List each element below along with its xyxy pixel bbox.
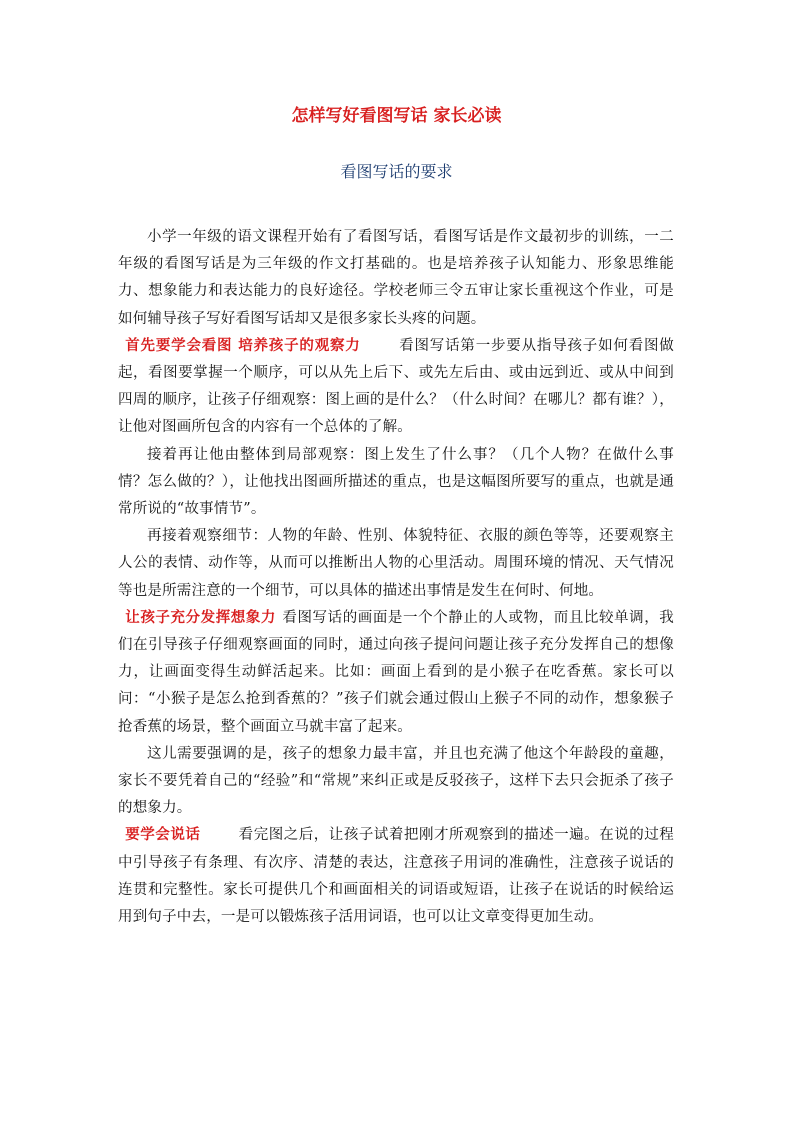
paragraph-imagination-note-text: 这儿需要强调的是，孩子的想象力最丰富，并且也充满了他这个年龄段的童趣，家长不要凭着自己的“经验”和“常规”来纠正或是反驳孩子，这样下去只会扼杀了孩子的想象力。 xyxy=(118,745,674,817)
paragraph-observation-text: 看图写话第一步要从指导孩子如何看图做起，看图要掌握一个顺序，可以从先上后下、或先左后由、或由远到近、或从中间到四周的顺序，让孩子仔细观察：图上画的是什么？（什么时间？在哪儿？都有谁？），让他对图画所包含的内容有一个总体的了解。 xyxy=(118,337,674,436)
paragraph-intro xyxy=(118,224,674,333)
paragraph-imagination-text: 看图写话的画面是一个个静止的人或物，而且比较单调，我们在引导孩子仔细观察画面的同时，通过向孩子提问问题让孩子充分发挥自己的想像力，让画面变得生动鲜活起来。比如：画面上看到的是小猴子在吃香蕉。家长可以问：“小猴子是怎么抢到香蕉的？”孩子们就会通过假山上猴子不同的动作，想象猴子抢香蕉的场景，整个画面立马就丰富了起来。 xyxy=(118,609,674,735)
document-body xyxy=(118,224,674,931)
paragraph-observation xyxy=(118,333,674,442)
paragraph-details-text: 再接着观察细节：人物的年龄、性别、体貌特征、衣服的颜色等等，还要观察主人公的表情、动作等，从而可以推断出人物的心里活动。周围环境的情况、天气情况等也是所需注意的一个细节，可以具体的描述出事情是发生在何时、何地。 xyxy=(118,528,674,599)
paragraph-speaking-text: 看完图之后，让孩子试着把刚才所观察到的描述一遍。在说的过程中引导孩子有条理、有次序、清楚的表达，注意孩子用词的准确性，注意孩子说话的连贯和完整性。家长可提供几个和画面相关的词语或短语，让孩子在说话的时候给运用到句子中去，一是可以锻炼孩子活用词语，也可以让文章变得更加生动。 xyxy=(118,827,674,926)
paragraph-overall-to-detail-text: 接着再让他由整体到局部观察：图上发生了什么事？（几个人物？在做什么事情？怎么做的？），让他找出图画所描述的重点，也是这幅图所要写的重点，也就是通常所说的“故事情节”。 xyxy=(118,446,674,518)
document-title: 怎样写好看图写话 家长必读 xyxy=(291,106,502,126)
heading-observation: 首先要学会看图 培养孩子的观察力 xyxy=(125,337,361,354)
paragraph-speaking xyxy=(118,822,674,931)
paragraph-intro-text: 小学一年级的语文课程开始有了看图写话，看图写话是作文最初步的训练，一二年级的看图写话是为三年级的作文打基础的。也是培养孩子认知能力、形象思维能力、想象能力和表达能力的良好途径。学校老师三令五审让家长重视这个作业，可是如何辅导孩子写好看图写话却又是很多家长头疼的问题。 xyxy=(118,229,674,327)
paragraph-overall-to-detail xyxy=(118,442,674,524)
paragraph-details xyxy=(118,523,674,605)
paragraph-imagination xyxy=(118,605,674,741)
section-subtitle: 看图写话的要求 xyxy=(340,162,453,181)
heading-imagination: 让孩子充分发挥想象力 xyxy=(125,609,277,626)
paragraph-imagination-note xyxy=(118,741,674,823)
heading-speaking: 要学会说话 xyxy=(125,827,201,844)
